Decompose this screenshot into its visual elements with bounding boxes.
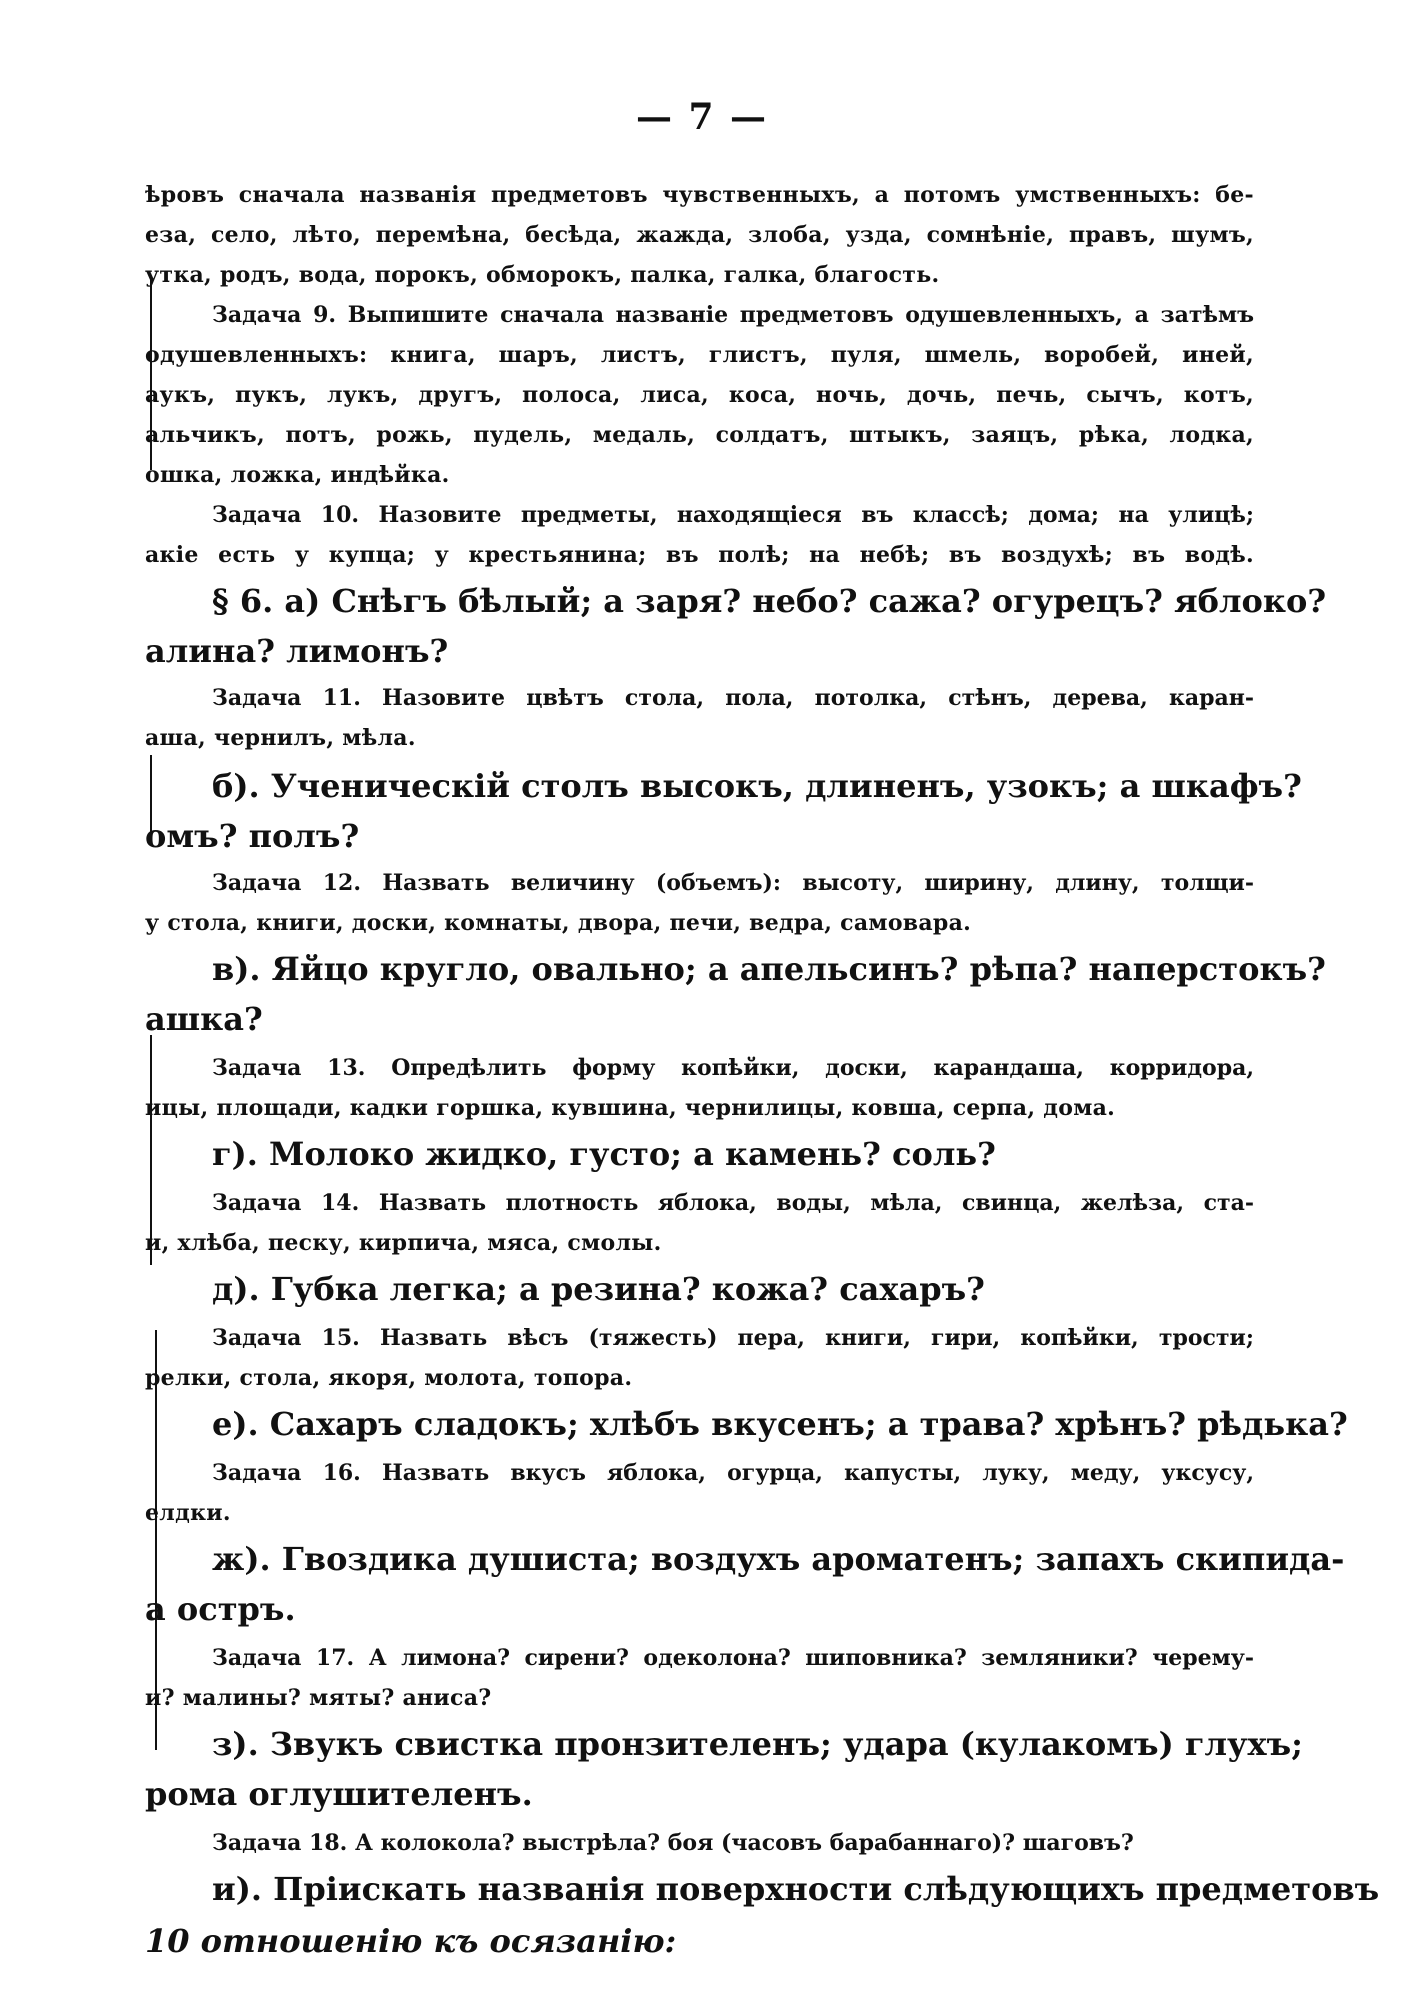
task-heading: Задача 14. Назвать плотность яблока, воды, мѣла, свинца, желѣза, ста- xyxy=(212,1190,1254,1216)
section-line: омъ? полъ? xyxy=(145,817,360,855)
text-line: и, хлѣба, песку, кирпича, мяса, смолы. xyxy=(145,1230,662,1256)
text-line: ицы, площади, кадки горшка, кувшина, чернилицы, ковша, серпа, дома. xyxy=(145,1095,1116,1121)
section-line: ж). Гвоздика душиста; воздухъ ароматенъ; запахъ скипида- xyxy=(212,1540,1345,1578)
task-heading: Задача 11. Назовите цвѣтъ стола, пола, потолка, стѣнъ, дерева, каран- xyxy=(212,685,1254,711)
text-line: и? малины? мяты? аниса? xyxy=(145,1685,492,1711)
text-line: релки, стола, якоря, молота, топора. xyxy=(145,1365,633,1391)
section-line: е). Сахаръ сладокъ; хлѣбъ вкусенъ; а трава? хрѣнъ? рѣдька? xyxy=(212,1405,1348,1443)
section-line: з). Звукъ свистка пронзителенъ; удара (кулакомъ) глухъ; xyxy=(212,1725,1303,1763)
section-line: 10 отношенію къ осязанію: xyxy=(145,1922,677,1960)
text-line: елдки. xyxy=(145,1500,231,1526)
task-heading: Задача 12. Назвать величину (объемъ): высоту, ширину, длину, толщи- xyxy=(212,870,1254,896)
task-heading: Задача 16. Назвать вкусъ яблока, огурца, капусты, луку, меду, уксусу, xyxy=(212,1460,1254,1486)
task-heading: Задача 9. Выпишите сначала названіе предметовъ одушевленныхъ, а затѣмъ xyxy=(212,302,1254,328)
task-heading: Задача 17. А лимона? сирени? одеколона? шиповника? земляники? черему- xyxy=(212,1645,1254,1671)
section-line: г). Молоко жидко, густо; а камень? соль? xyxy=(212,1135,996,1173)
section-line: ашка? xyxy=(145,1000,263,1038)
task-heading: Задача 15. Назвать вѣсъ (тяжесть) пера, книги, гири, копѣйки, трости; xyxy=(212,1325,1254,1351)
section-line: алина? лимонъ? xyxy=(145,632,449,670)
section-line: б). Ученическій столъ высокъ, длиненъ, узокъ; а шкафъ? xyxy=(212,767,1302,805)
section-line: рома оглушителенъ. xyxy=(145,1775,533,1813)
text-line: акіе есть у купца; у крестьянина; въ полѣ; на небѣ; въ воздухѣ; въ водѣ. xyxy=(145,542,1254,568)
task-heading: Задача 10. Назовите предметы, находящіеся въ классѣ; дома; на улицѣ; xyxy=(212,502,1254,528)
text-line: ошка, ложка, индѣйка. xyxy=(145,462,450,488)
text-line: альчикъ, потъ, рожь, пудель, медаль, солдатъ, штыкъ, заяцъ, рѣка, лодка, xyxy=(145,422,1254,448)
section-line: а остръ. xyxy=(145,1590,296,1628)
page-number: — 7 — xyxy=(635,96,769,138)
section-line: д). Губка легка; а резина? кожа? сахаръ? xyxy=(212,1270,985,1308)
text-line: ѣровъ сначала названія предметовъ чувственныхъ, а потомъ умственныхъ: бе- xyxy=(145,182,1254,208)
text-line: еза, село, лѣто, перемѣна, бесѣда, жажда, злоба, узда, сомнѣніе, правъ, шумъ, xyxy=(145,222,1254,248)
text-line: одушевленныхъ: книга, шаръ, листъ, глистъ, пуля, шмель, воробей, иней, xyxy=(145,342,1254,368)
section-line: § 6. а) Снѣгъ бѣлый; а заря? небо? сажа? огурецъ? яблоко? xyxy=(212,582,1327,620)
task-heading: Задача 13. Опредѣлить форму копѣйки, доски, карандаша, корридора, xyxy=(212,1055,1254,1081)
task-heading: Задача 18. А колокола? выстрѣла? боя (часовъ барабаннаго)? шаговъ? xyxy=(212,1830,1134,1856)
text-line: аша, чернилъ, мѣла. xyxy=(145,725,416,751)
section-line: и). Пріискать названія поверхности слѣдующихъ предметовъ xyxy=(212,1870,1380,1908)
text-line: аукъ, пукъ, лукъ, другъ, полоса, лиса, коса, ночь, дочь, печь, сычъ, котъ, xyxy=(145,382,1254,408)
text-line: у стола, книги, доски, комнаты, двора, печи, ведра, самовара. xyxy=(145,910,972,936)
text-line: утка, родъ, вода, порокъ, обморокъ, палка, галка, благость. xyxy=(145,262,940,288)
section-line: в). Яйцо кругло, овально; а апельсинъ? рѣпа? наперстокъ? xyxy=(212,950,1326,988)
